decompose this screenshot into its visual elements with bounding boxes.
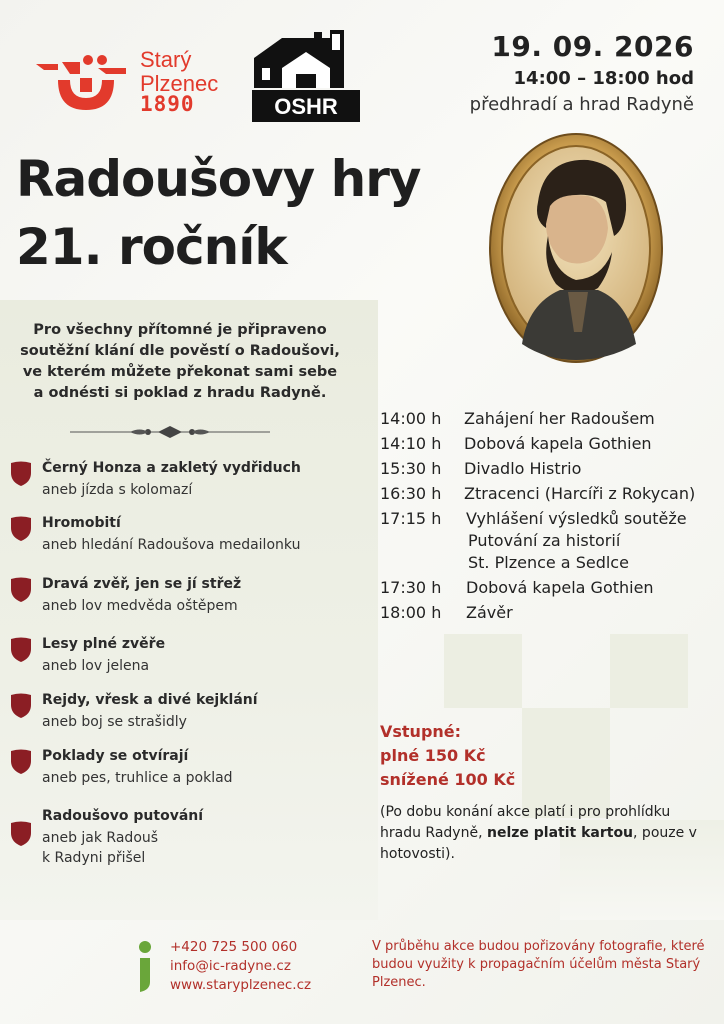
activity-subtitle: aneb jak Radouš bbox=[42, 830, 159, 846]
activity-subtitle: aneb boj se strašidly bbox=[42, 714, 187, 730]
payment-note-text: (Po dobu konání akce platí i pro prohlídku hradu Radyně, bbox=[380, 804, 671, 841]
activity-subtitle: aneb jízda s kolomazí bbox=[42, 482, 193, 498]
activity-item bbox=[10, 748, 350, 788]
city-line1: Starý bbox=[140, 47, 192, 72]
schedule-event: Dobová kapela Gothien bbox=[466, 578, 654, 597]
oshr-logo bbox=[252, 28, 360, 122]
intro-line: soutěžní klání dle pověstí o Radoušovi, bbox=[20, 343, 340, 359]
radous-portrait-image bbox=[488, 132, 664, 364]
schedule-event: Zahájení her Radoušem bbox=[464, 409, 655, 428]
activity-subtitle: k Radyni přišel bbox=[42, 850, 146, 866]
schedule-time: 16:30 h bbox=[380, 484, 442, 503]
schedule-time: 14:10 h bbox=[380, 434, 442, 453]
event-date: 19. 09. 2026 bbox=[491, 30, 694, 63]
contact-web[interactable]: www.staryplzenec.cz bbox=[170, 977, 312, 993]
intro-line: Pro všechny přítomné je připraveno bbox=[33, 322, 327, 338]
schedule-time: 17:15 h bbox=[380, 509, 442, 528]
intro-line: ve kterém můžete překonat sami sebe bbox=[22, 364, 338, 380]
city-name-logo bbox=[140, 48, 218, 96]
schedule-time: 15:30 h bbox=[380, 459, 442, 478]
activity-title: Poklady se otvírají bbox=[42, 748, 189, 764]
activity-subtitle: aneb hledání Radoušova medailonku bbox=[42, 537, 301, 553]
price-full: plné 150 Kč bbox=[380, 746, 486, 765]
event-time: 14:00 – 18:00 hod bbox=[513, 68, 694, 89]
schedule-event: Dobová kapela Gothien bbox=[464, 434, 652, 453]
activity-title: Lesy plné zvěře bbox=[42, 636, 166, 652]
schedule-row bbox=[380, 433, 710, 455]
shield-icon bbox=[10, 637, 32, 663]
activity-item bbox=[10, 460, 350, 500]
contact-phone[interactable]: +420 725 500 060 bbox=[170, 939, 298, 955]
oshr-logo-text: OSHR bbox=[274, 94, 338, 119]
schedule-time: 18:00 h bbox=[380, 603, 442, 622]
activity-item bbox=[10, 636, 350, 676]
city-year: 1890 bbox=[140, 92, 195, 116]
schedule-row bbox=[380, 577, 710, 599]
shield-icon bbox=[10, 749, 32, 775]
city-line2: Plzenec bbox=[140, 71, 219, 96]
schedule-event: Vyhlášení výsledků soutěže bbox=[466, 509, 687, 528]
info-icon bbox=[136, 940, 154, 992]
schedule-event: Ztracenci (Harcíři z Rokycan) bbox=[464, 484, 696, 503]
schedule-event: Závěr bbox=[466, 603, 513, 622]
shield-icon bbox=[10, 577, 32, 603]
schedule-event-detail: St. Plzence a Sedlce bbox=[468, 553, 629, 572]
activity-title: Rejdy, vřesk a divé kejklání bbox=[42, 692, 258, 708]
contact-email[interactable]: info@ic-radyne.cz bbox=[170, 958, 291, 974]
shield-icon bbox=[10, 693, 32, 719]
schedule-row bbox=[380, 483, 720, 505]
activity-item bbox=[10, 576, 350, 616]
price-label: Vstupné: bbox=[380, 722, 462, 741]
payment-note bbox=[380, 802, 710, 865]
activity-subtitle: aneb pes, truhlice a poklad bbox=[42, 770, 233, 786]
event-place: předhradí a hrad Radyně bbox=[469, 94, 694, 115]
activity-item bbox=[10, 692, 350, 732]
activity-subtitle: aneb lov medvěda oštěpem bbox=[42, 598, 238, 614]
background-square bbox=[610, 634, 688, 708]
schedule-time: 14:00 h bbox=[380, 409, 442, 428]
activity-item bbox=[10, 808, 350, 868]
activity-title: Černý Honza a zakletý vydřiduch bbox=[42, 460, 301, 476]
shield-icon bbox=[10, 461, 32, 487]
ornament-divider bbox=[70, 424, 270, 440]
contact-block bbox=[170, 938, 311, 995]
payment-note-bold: nelze platit kartou bbox=[486, 825, 634, 841]
schedule-row bbox=[380, 508, 720, 574]
intro-text bbox=[10, 320, 350, 404]
payment-note-text: , pouze v hotovosti). bbox=[380, 825, 697, 862]
activity-title: Radoušovo putování bbox=[42, 808, 204, 824]
activity-title: Hromobití bbox=[42, 515, 121, 531]
page-title: Radoušovy hry bbox=[16, 150, 421, 208]
schedule-event-detail: Putování za historií bbox=[468, 531, 621, 550]
schedule-row bbox=[380, 408, 710, 430]
stary-plzenec-logo-mark bbox=[36, 52, 131, 112]
page-subtitle: 21. ročník bbox=[16, 218, 287, 276]
activity-title: Dravá zvěř, jen se jí střež bbox=[42, 576, 242, 592]
price-block bbox=[380, 720, 515, 792]
activity-item bbox=[10, 515, 350, 555]
photo-notice: V průběhu akce budou pořizovány fotografie, které budou využity k propagačním účelům města Starý Plzenec. bbox=[372, 939, 705, 990]
price-reduced: snížené 100 Kč bbox=[380, 770, 516, 789]
activity-subtitle: aneb lov jelena bbox=[42, 658, 150, 674]
background-square bbox=[444, 634, 522, 708]
shield-icon bbox=[10, 821, 32, 847]
shield-icon bbox=[10, 516, 32, 542]
schedule-event: Divadlo Histrio bbox=[464, 459, 582, 478]
schedule-row bbox=[380, 458, 710, 480]
schedule-time: 17:30 h bbox=[380, 578, 442, 597]
schedule-row bbox=[380, 602, 710, 624]
intro-line: a odnésti si poklad z hradu Radyně. bbox=[33, 385, 327, 401]
